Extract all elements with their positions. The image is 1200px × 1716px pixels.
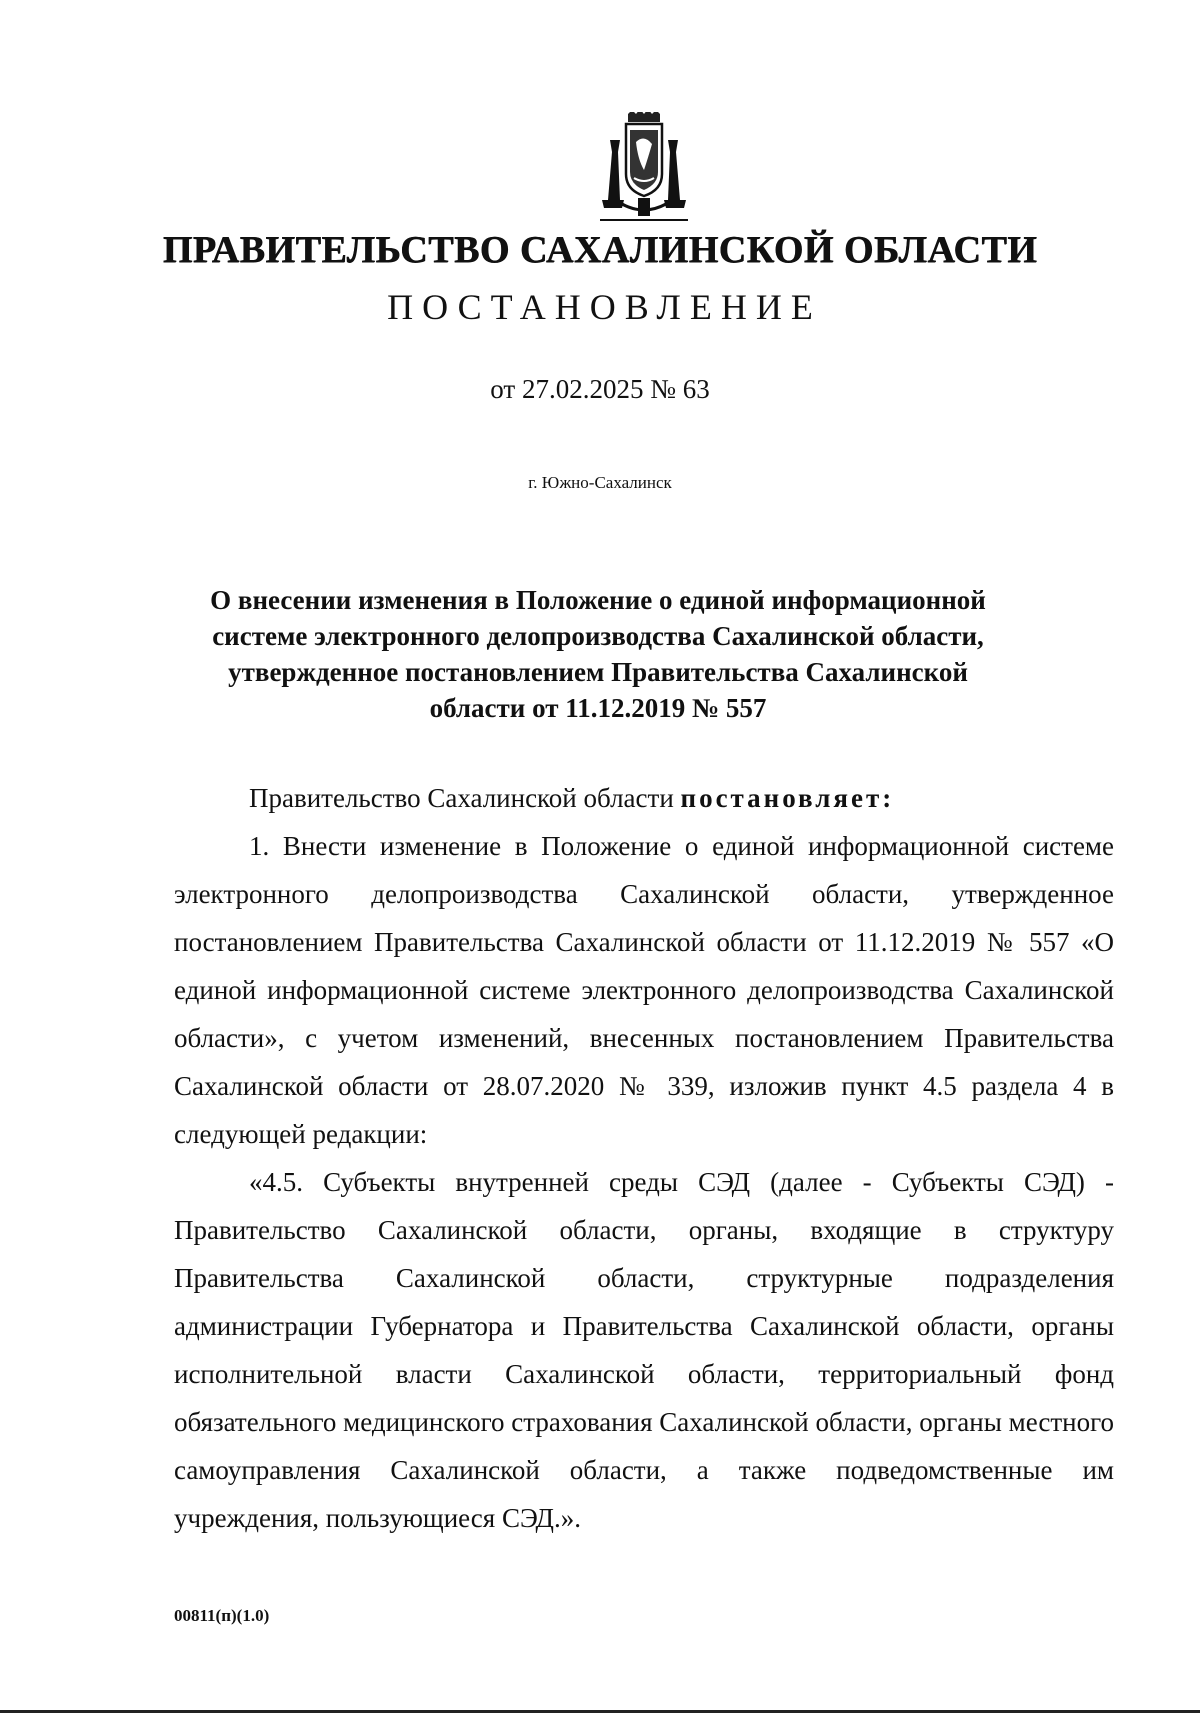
resolution-item-2: «4.5. Субъекты внутренней среды СЭД (далее - Субъекты СЭД) - Правительство Сахалинской области, органы, входящие в структуру Правительства Сахалинской области, структурные подразделения администрации Губернатора и Правительства Сахалинской области, органы исполнительной власти Сахалинской области, территориальный фонд обязательного медицинского страхования Сахалинской области, органы местного самоуправления Сахалинской области, а также подведомственные им учреждения, пользующиеся СЭД.». (174, 1167, 1114, 1533)
subject-line: области от 11.12.2019 № 557 (429, 693, 767, 723)
intro-emphasis: постановляет: (680, 783, 895, 813)
form-code: 00811(п)(1.0) (174, 1606, 270, 1625)
page-bottom-divider (0, 1710, 1200, 1713)
resolution-item-1: 1. Внести изменение в Положение о единой информационной системе электронного делопроизводства Сахалинской области, утвержденное постановлением Правительства Сахалинской области от 11.12.2019 № 557 «О единой информационной системе электронного делопроизводства Сахалинской области», с учетом изменений, внесенных постановлением Правительства Сахалинской области от 28.07.2020 № 339, изложив пункт 4.5 раздела 4 в следующей редакции: (174, 831, 1114, 1149)
subject-line: О внесении изменения в Положение о единой информационной (210, 585, 986, 615)
organization-title: ПРАВИТЕЛЬСТВО САХАЛИНСКОЙ ОБЛАСТИ (162, 229, 1038, 271)
document-subject (200, 582, 996, 726)
document-date-number: от 27.02.2025 № 63 (490, 374, 710, 404)
subject-line: системе электронного делопроизводства Сахалинской области, (212, 621, 984, 651)
sakhalin-coat-of-arms-icon (598, 112, 690, 222)
document-type: ПОСТАНОВЛЕНИЕ (387, 287, 822, 327)
subject-line: утвержденное постановлением Правительства Сахалинской (228, 657, 968, 687)
document-city: г. Южно-Сахалинск (528, 473, 672, 492)
resolution-intro (249, 774, 1115, 822)
intro-text: Правительство Сахалинской области (249, 783, 681, 813)
